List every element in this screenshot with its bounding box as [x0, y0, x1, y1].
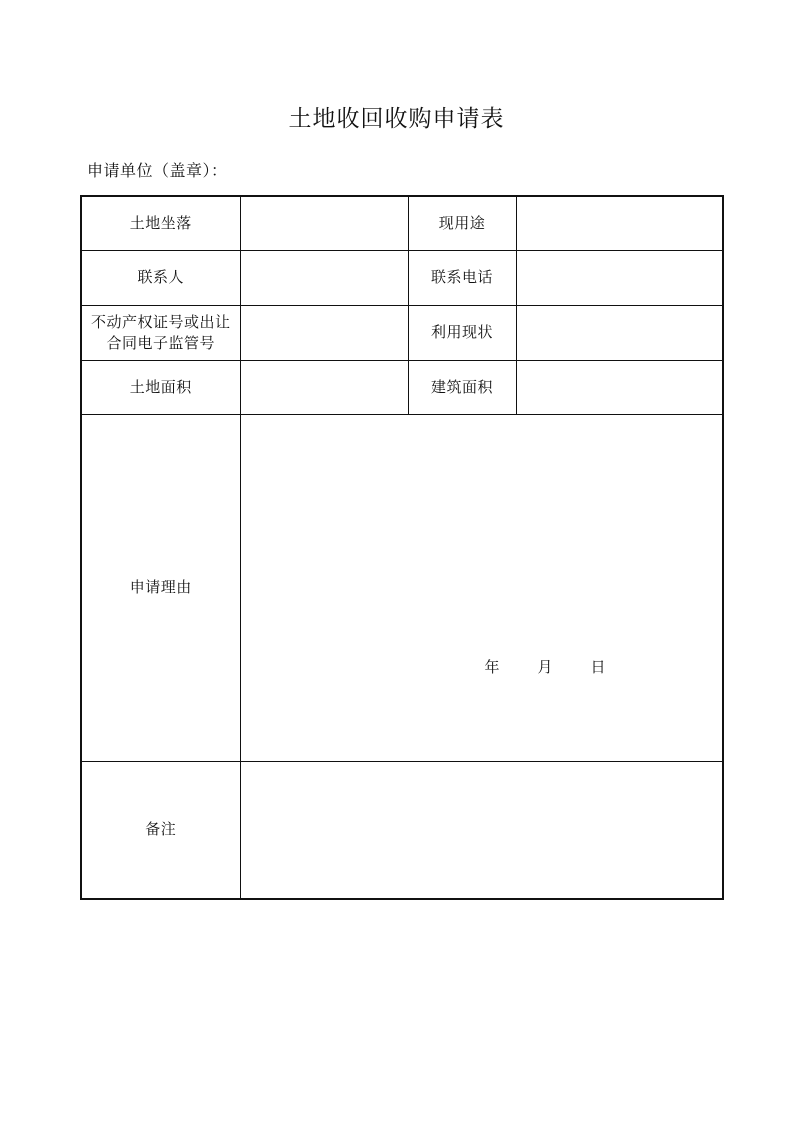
land-location-field[interactable] [240, 196, 408, 250]
contact-phone-label: 联系电话 [408, 250, 516, 305]
property-certificate-field[interactable] [240, 305, 408, 360]
property-certificate-label [81, 305, 240, 360]
form-row-certificate [81, 305, 723, 360]
building-area-field[interactable] [516, 360, 723, 414]
remarks-label: 备注 [81, 761, 240, 899]
land-area-label: 土地面积 [81, 360, 240, 414]
land-location-label: 土地坐落 [81, 196, 240, 250]
application-reason-field[interactable] [240, 414, 723, 761]
usage-status-field[interactable] [516, 305, 723, 360]
current-use-field[interactable] [516, 196, 723, 250]
current-use-label: 现用途 [408, 196, 516, 250]
form-row-remarks [81, 761, 723, 899]
page-title: 土地收回收购申请表 [288, 106, 505, 132]
usage-status-label: 利用现状 [408, 305, 516, 360]
date-day-label: 日 [590, 657, 606, 676]
form-row-contact [81, 250, 723, 305]
application-form-table [80, 195, 724, 900]
signature-date [485, 657, 606, 678]
building-area-label: 建筑面积 [408, 360, 516, 414]
application-reason-label: 申请理由 [81, 414, 240, 761]
remarks-field[interactable] [240, 761, 723, 899]
land-area-field[interactable] [240, 360, 408, 414]
form-row-location [81, 196, 723, 250]
contact-person-label: 联系人 [81, 250, 240, 305]
applicant-unit-label: 申请单位（盖章）： [87, 161, 228, 180]
form-row-area [81, 360, 723, 414]
date-month-label: 月 [537, 657, 553, 676]
contact-phone-field[interactable] [516, 250, 723, 305]
form-row-reason [81, 414, 723, 761]
date-year-label: 年 [484, 657, 500, 676]
contact-person-field[interactable] [240, 250, 408, 305]
property-certificate-label-line1: 不动产权证号或出让 [90, 312, 231, 331]
property-certificate-label-line2: 合同电子监管号 [106, 333, 215, 352]
